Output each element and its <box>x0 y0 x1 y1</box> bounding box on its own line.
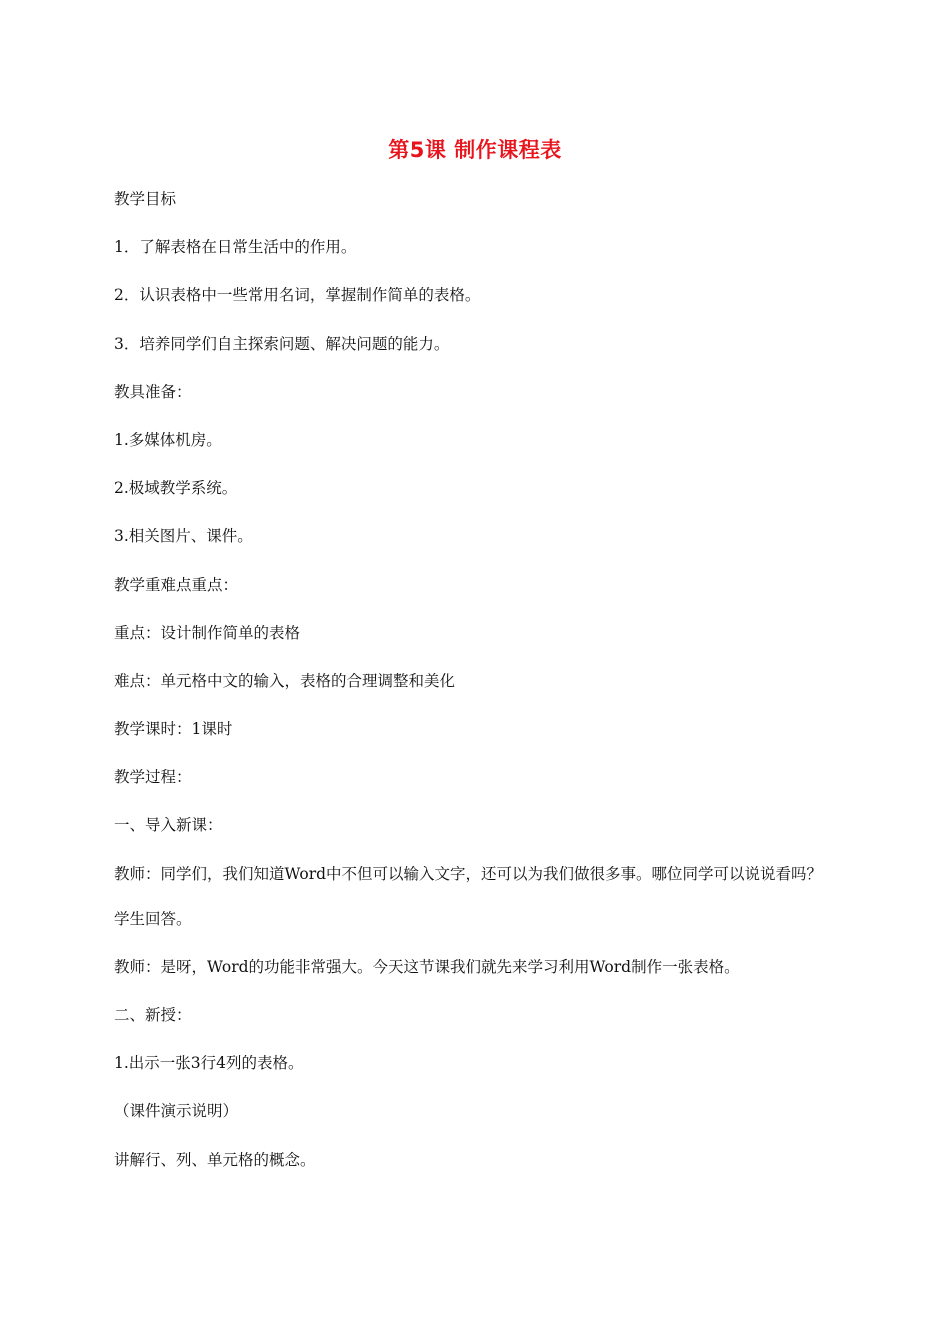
text-line: 教师：是呀，Word的功能非常强大。今天这节课我们就先来学习利用Word制作一张表格。 <box>114 957 740 976</box>
text-line: 重点：设计制作简单的表格 <box>114 623 301 642</box>
text-line: 学生回答。 <box>114 909 192 928</box>
text-line: 教学目标 <box>114 190 177 208</box>
text-line: 1.多媒体机房。 <box>114 430 222 449</box>
text-line: 教具准备： <box>114 382 192 401</box>
text-line: 2.极域教学系统。 <box>114 479 238 498</box>
text-line: 3.相关图片、课件。 <box>114 527 253 546</box>
text-line: 3．培养同学们自主探索问题、解决问题的能力。 <box>114 334 450 353</box>
text-paragraph: 教师：同学们，我们知道Word中不但可以输入文字，还可以为我们做很多事。哪位同学可以说说看吗？ <box>114 864 823 883</box>
text-line: 1．了解表格在日常生活中的作用。 <box>114 238 357 257</box>
text-line: （课件演示说明） <box>114 1102 239 1121</box>
text-line: 教学过程： <box>114 768 192 787</box>
text-line: 一、导入新课： <box>114 816 223 835</box>
text-line: 教学重难点重点： <box>114 575 239 594</box>
text-line: 讲解行、列、单元格的概念。 <box>114 1150 316 1169</box>
page-title: 第5课 制作课程表 <box>388 138 562 162</box>
text-line: 1.出示一张3行4列的表格。 <box>114 1054 304 1073</box>
text-line: 二、新授： <box>114 1006 192 1024</box>
text-line: 教学课时：1课时 <box>114 720 233 739</box>
document-body <box>114 184 829 1193</box>
text-line: 2．认识表格中一些常用名词，掌握制作简单的表格。 <box>114 286 481 305</box>
text-line: 难点：单元格中文的输入，表格的合理调整和美化 <box>114 671 456 690</box>
